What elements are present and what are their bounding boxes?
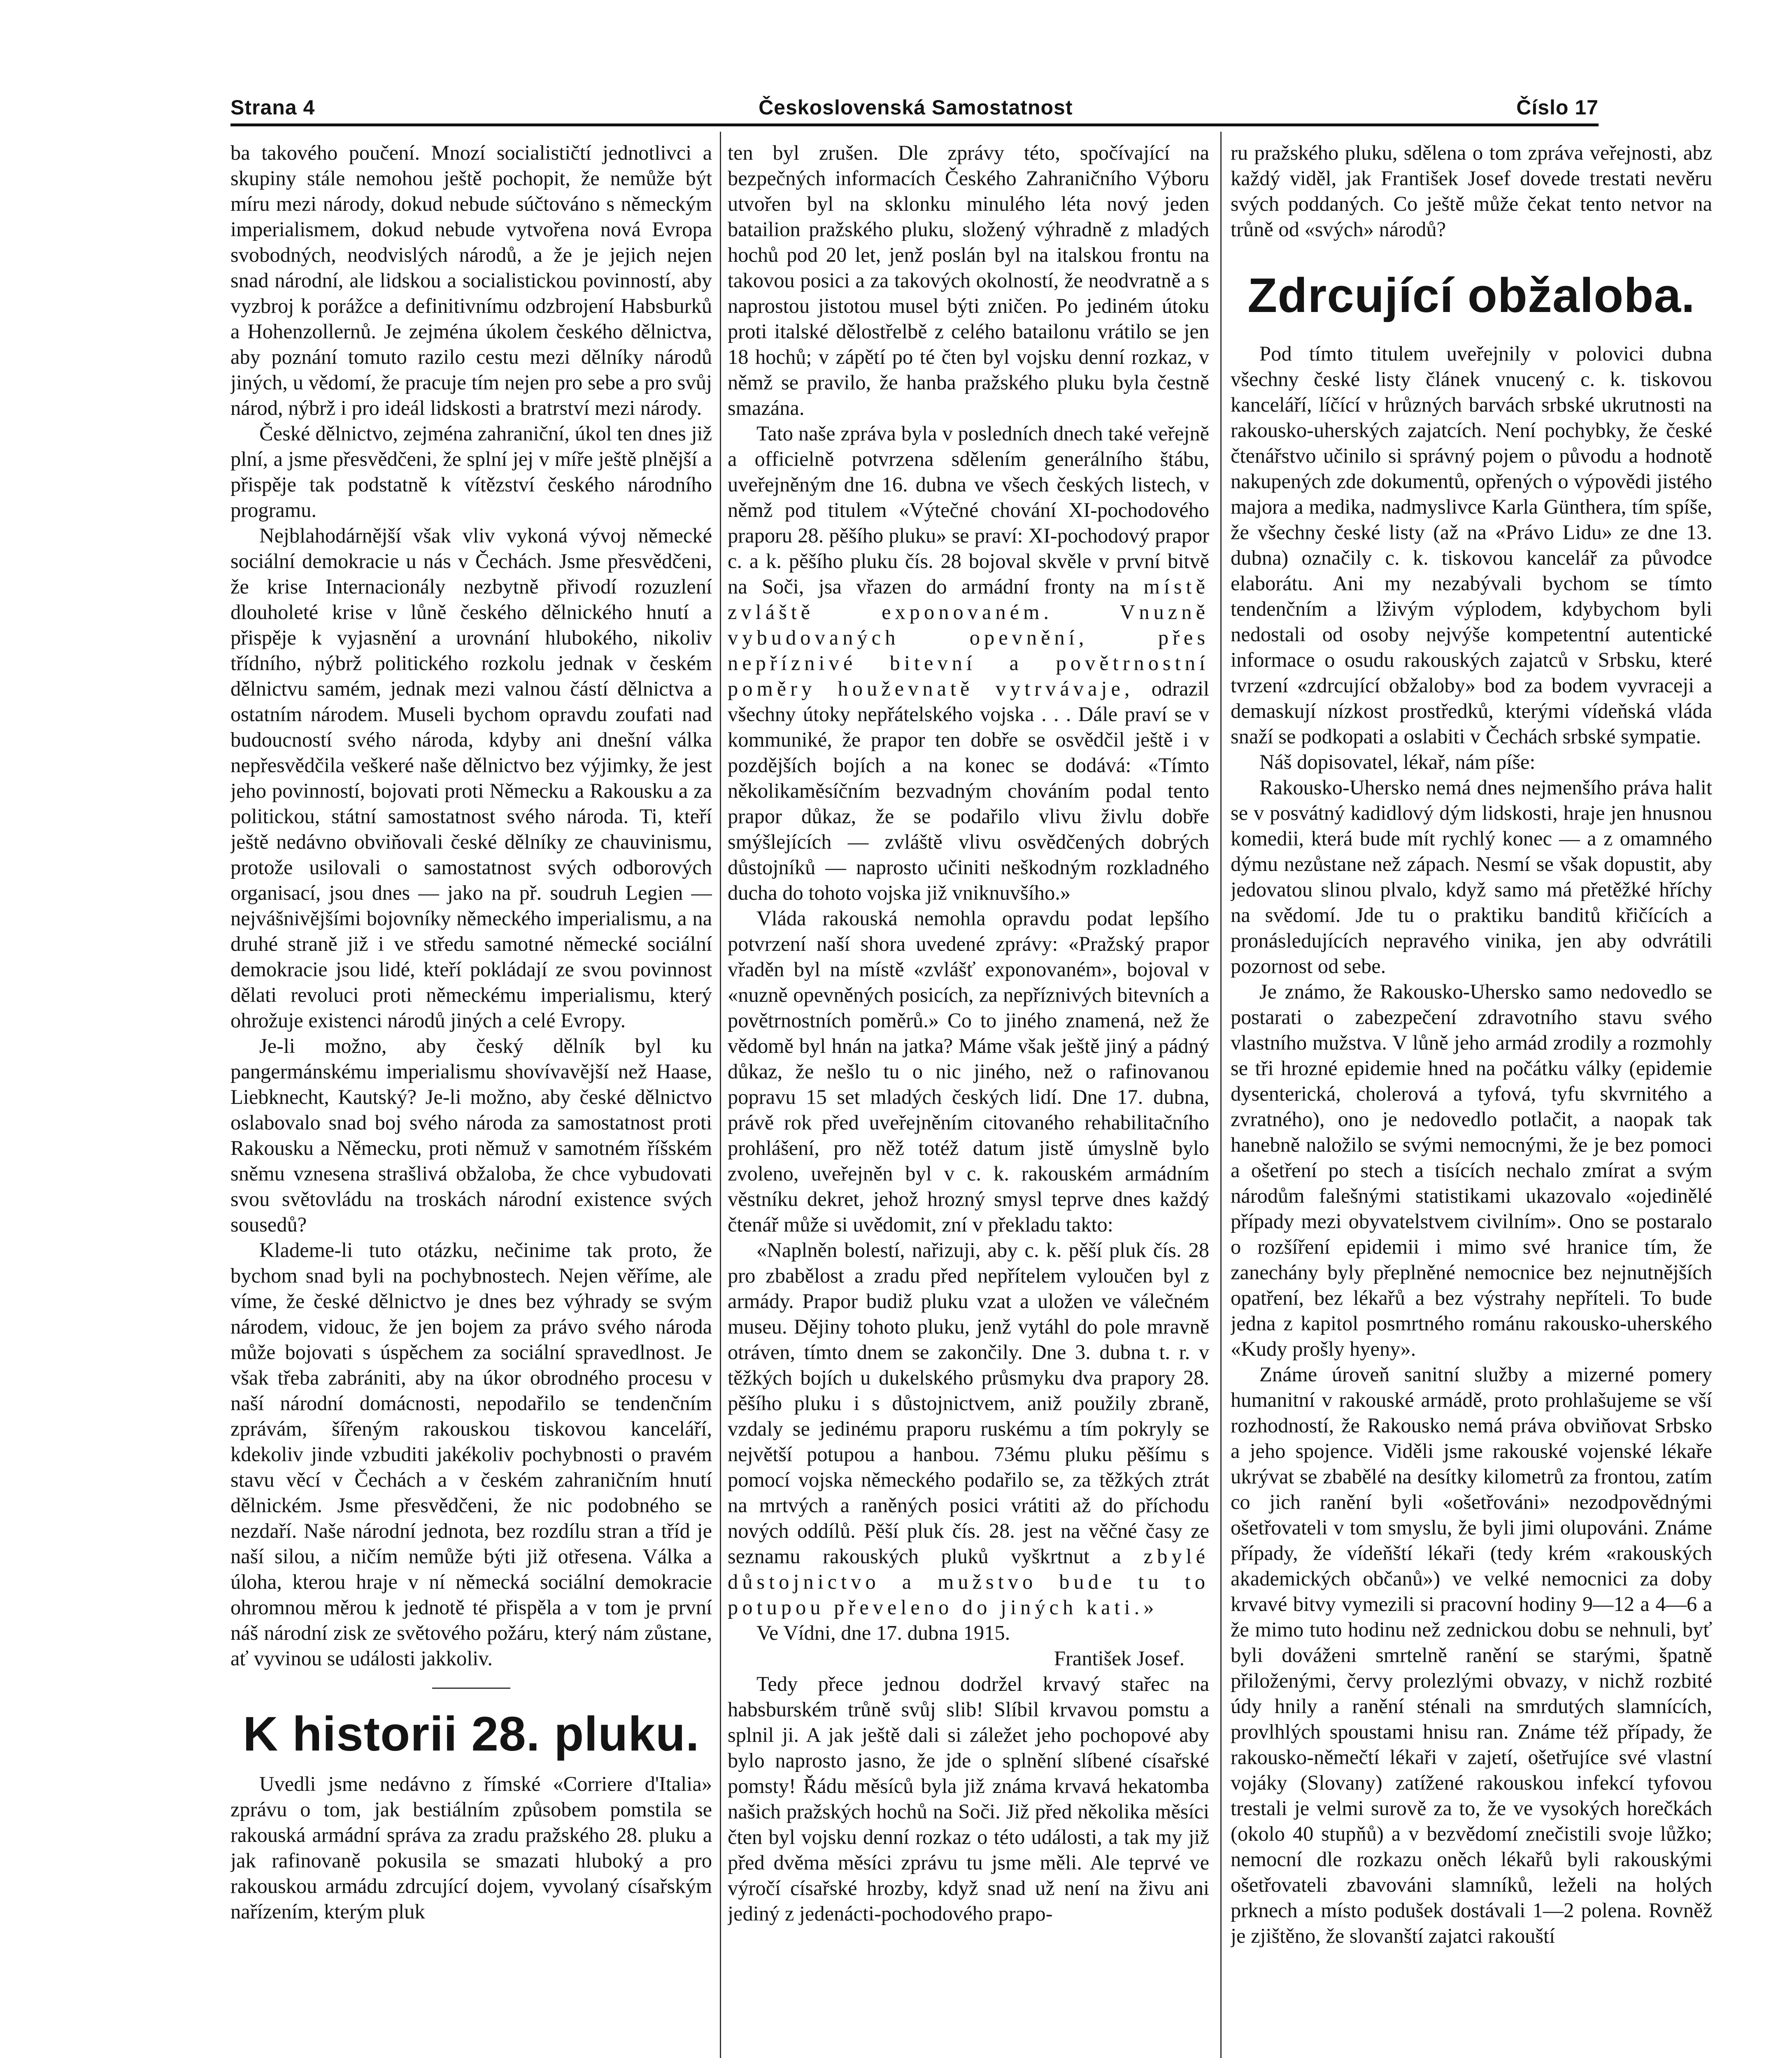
- paragraph: Nejblahodárnější však vliv vykoná vývoj německé sociální demokracie u nás v Čechách. Jsme přesvědčeni, že krise Internacionály nezbytně přivodí rozuzlení dlouholeté krise v lůně českého dělnického hnutí a přispěje k vyjasnění a urovnání hlubokého, nikoliv třídního, nýbrž politického rozkolu jednak v českém dělnictvu samém, jednak mezi valnou částí dělnictva a ostatním národem. Museli bychom opravdu zoufati nad budoucností svého národa, kdyby ani dnešní válka nepřesvědčila veškeré naše dělnictvo bez výjimky, že jest jeho povinností, bojovati proti Německu a Rakousku a za politickou, státní samostatnost svého národa. Ti, kteří ještě nedávno obviňovali české dělníky ze chauvinismu, protože usilovali o samostatnost svých odborových organisací, jsou dnes — jako na př. soudruh Legien — nejvášnivějšími bojovníky německého imperialismu, a na druhé straně již i ve středu samotné německé sociální demokracie jsou lidé, kteří pokládají ze svou povinnost dělati revoluci proti německému imperialismu, který ohrožuje existenci národů jiných a celé Evropy.: [230, 524, 712, 1032]
- paragraph: Uvedli jsme nedávno z římské «Corriere d'Italia» zprávu o tom, jak bestiálním způsobem pomstila se rakouská armádní správa za zradu pražského 28. pluku a jak rafinovaně pokusila se smazati hluboký a pro rakouskou armádu zdrcující dojem, vyvolaný císařským nařízením, kterým pluk: [230, 1772, 712, 1923]
- text-run: odrazil všechny útoky nepřátelského vojska . . . Dále praví se v kommuniké, že prapor ten dobře se osvědčil ještě i v pozdějších bojích a na konec se dodává: «Tímto několikaměsíčním bezvadným chováním podal tento prapor důkaz, že se podařilo vlivu živlu dobře smýšlejících — zvláště vlivu osvědčených dobrých důstojníků — naprosto učiniti neškodným rozkladného ducha do tohoto vojska již vniknuvšího.»: [728, 677, 1209, 904]
- paragraph: Vláda rakouská nemohla opravdu podat lepšího potvrzení naší shora uvedené zprávy: «Pražský prapor vřaděn byl na místě «zvlášť exponovaném», bojoval v «nuzně opevněných posicích, za nepříznivých bitevních a povětrnostních poměrů.» Co to jiného znamená, než že vědomě byl hnán na jatka? Máme však ještě jiný a pádný důkaz, že nešlo tu o nic jiného, než o rafinovanou popravu 15 set mladých českých lidí. Dne 17. dubna, právě rok před uveřejněním citovaného rehabilitačního prohlášení, pro něž totéž datum jistě úmyslně bylo zvoleno, uveřejněn byl v c. k. rakouském armádním věstníku dekret, jehož hrozný smysl teprve dnes každý čtenář může si uvědomit, zní v překladu takto:: [728, 907, 1209, 1236]
- column-divider: [720, 132, 721, 2058]
- text-run: «Naplněn bolestí, nařizuji, aby c. k. pěší pluk čís. 28 pro zbabělost a zradu před nepřítelem vyloučen byl z armády. Prapor budiž pluku vzat a uložen ve válečném museu. Dějiny tohoto pluku, jenž vytáhl do pole mravně otráven, tímto dnem se zakončily. Dne 3. dubna t. r. v těžkých bojích u dukelského průsmyku dva prapory 28. pěšího pluku i s důstojnictvem, aniž použily zbraně, vzdaly se jedinému praporu ruskému a tím pokryly se největší potupou a hanbou. 73ému pluku pěšímu s pomocí vojska německého podařilo se, za těžkých ztrát na mrtvých a raněných posici vrátiti až do příchodu nových oddílů. Pěší pluk čís. 28. jest na věčné časy ze seznamu rakouských pluků vyškrtnut a: [728, 1239, 1209, 1568]
- paragraph: Klademe-li tuto otázku, nečinime tak proto, že bychom snad byli na pochybnostech. Nejen věříme, ale víme, že české dělnictvo je dnes bez výhrady se svým národem, vidouc, že jen bojem za právo svého národa může bojovati s úspěchem za sociální spravedlnost. Je však třeba zabrániti, aby na úkor obrodného procesu v naší národní domácnosti, nepodařilo se tendenčním zprávám, šířeným rakouskou tiskovou kanceláří, kdekoliv jinde vzbuditi jakékoliv pochybnosti o pravém stavu věcí v Čechách a v českém zahraničním hnutí dělnickém. Jsme přesvědčeni, že nic podobného se nezdaří. Naše národní jednota, bez rozdílu stran a tříd je naší silou, a ničím nemůže býti již otřesena. Válka a úloha, kterou hraje v ní německá sociální demokracie ohromnou měrou k jednotě té přispěla a v tom je první náš národní zisk ze světového požáru, který nám zůstane, ať vyvinou se události jakkoliv.: [230, 1239, 712, 1670]
- paragraph: Rakousko-Uhersko nemá dnes nejmenšího práva halit se v posvátný kadidlový dým lidskosti, hraje jen hnusnou komedii, která bude mít rychlý konec — a z omamného dýmu nezůstane než zápach. Nesmí se však dopustit, aby jedovatou slinou plvalo, když samo má přetěžké hříchy na svědomí. Jde tu o praktiku banditů křičících a pronásledujících nepravého vinika, jen aby odvrátili pozornost od sebe.: [1231, 776, 1712, 978]
- paragraph: Pod tímto titulem uveřejnily v polovici dubna všechny české listy článek vnucený c. k. tiskovou kanceláří, líčící v hrůzných barvách srbské ukrutnosti na rakousko-uherských zajatcích. Není pochybky, že české čtenářstvo učinilo si správný pojem o původu a hodnotě nakupených zde dokumentů, opřených o výpovědi jistého majora a medika, nadmyslivce Karla Günthera, tím spíše, že všechny české listy (až na «Právo Lidu» ze dne 13. dubna) označily c. k. tiskovou kancelář za původce elaborátu. Ani my nezabývali bychom se tímto tendenčním a lživým výplodem, kdybychom byli nedostali od osoby nejvýše kompetentní autentické informace o osudu rakouských zajatců v Srbsku, které tvrzení «zdrcující obžaloby» bod za bodem vyvraceji a demaskují nízkost prostředků, kterými vídeňská vláda snaží se podkopati a oslabiti v Čechách srbské sympatie.: [1231, 342, 1712, 748]
- spaced-text: místě zvláště exponovaném. Vnuzně vybudovaných opevnění, přes nepříznivé bitevní a povětrnostní poměry houževnatě vytrvávaje,: [728, 575, 1209, 700]
- paragraph: ten byl zrušen. Dle zprávy této, spočívající na bezpečných informacích Českého Zahraničního Výboru utvořen byl na sklonku minulého léta nový jeden batailion pražského pluku, složený výhradně z mladých hochů pod 20 let, jenž poslán byl na italskou frontu na takovou posici a za takových okolností, že neodvratně a s naprostou jistotou musel býti zničen. Po jediném útoku proti italské dělostřelbě z celého batailonu vrátilo se jen 18 hochů; v zápětí po té čten byl vojsku denní rozkaz, v němž se pravilo, že hanba pražského pluku byla čestně smazána.: [728, 141, 1209, 419]
- paragraph: Známe úroveň sanitní služby a mizerné pomery humanitní v rakouské armádě, proto prohlašujeme se vší rozhodností, že Rakousko nemá práva obviňovat Srbsko a jeho spojence. Viděli jsme rakouské vojenské lékaře ukrývat se zbabělé na desítky kilometrů za frontou, zatím co jich ranění byli «ošetřováni» nezodpovědnými ošetřovateli v tom smyslu, že byli jimi olupováni. Známe případy, že vídeňští lékaři (tedy krém «rakouských akademických občanů») ve velké nemocnici za doby krvavé bitvy vymezili si pracovní hodiny 9—12 a 4—6 a že mimo tuto hodinu než zednickou dobu se nehnuli, byť byli dováženi smrtelně ranění se starými, špatně přiloženými, červy prolezlými obvazy, v nichž rozbité údy hnily a ranění sténali na smrdutých slamnících, provlhlých spoustami hnisu ran. Známe též případy, že rakousko-němečtí lékaři v zajetí, ošetřujíce své vlastní vojáky (Slovany) zatížené rakouskou infekcí tyfovou trestali je velmi surově za to, že ve vysokých horečkách (okolo 40 stupňů) a v bezvědomí znečistili svoje lůžko; nemocní dle rozkazu oněch lékařů byli rakouskými ošetřovateli zbavováni slamníků, leželi na holých prknech a místo podušek dostávali 1—2 polena. Rovněž je zjištěno, že slovanští zajatci rakouští: [1231, 1363, 1712, 1947]
- section-divider: [432, 1688, 510, 1689]
- page-header: [230, 78, 1599, 119]
- column-divider: [1220, 132, 1222, 2058]
- column-2: [728, 140, 1209, 2058]
- paragraph: [728, 421, 1209, 906]
- column-1: [230, 140, 712, 2058]
- column-3: [1231, 140, 1712, 2058]
- paragraph: [728, 1237, 1209, 1620]
- paragraph: Tedy přece jednou dodržel krvavý stařec na habsburském trůně svůj slib! Slíbil krvavou pomstu a splnil ji. A jak ještě dali si záležet jeho pochopové aby bylo naprosto jasno, že jde o splnění slíbené císařské pomsty! Řádu měsíců byla již známa krvavá hekatomba našich pražských hochů na Soči. Již před několika měsíci čten byl vojsku denní rozkaz o této události, a tak my již před dvěma měsíci zprávu tu jsme měli. Ale teprvé ve výročí císařské hrozby, když snad už není na živu ani jediný z jedenácti-pochodového prapo-: [728, 1672, 1209, 1925]
- paragraph: Je známo, že Rakousko-Uhersko samo nedovedlo se postarati o zabezpečení zdravotního stavu svého vlastního mužstva. V lůně jeho armád zrodily a rozmohly se tři hrozné epidemie hned na počátku války (epidemie dysenterická, cholerová a tyfová, tyfu skvrnitého a zvratného), ono je nedovedlo potlačit, a naopak tak hanebně naložilo se svými nemocnými, že je bez pomoci a ošetření po stech a tisících nechalo zmírat a svým národům falešnými statistikami ukazovalo «ojedinělé případy mezi obyvatelstvem civilním». Ono se postaralo o rozšíření epidemii i mimo své hranice tím, že zanechány byly přeplněné nemocnice bez nejnutnějších opatření, bez lékařů a bez výstrahy nepříteli. To bude jedna z kapitol posmrtného románu rakousko-uherského «Kudy prošly hyeny».: [1231, 980, 1712, 1360]
- paragraph: ba takového poučení. Mnozí socialističtí jednotlivci a skupiny stále nemohou ještě pochopit, že nemůže být míru mezi národy, dokud nebude súčtováno s německým imperialismem, dokud nebude vytvořena nová Evropa svobodných, neodvislých národů, a že je jejich nejen snad národní, ale lidskou a socialistickou povinností, aby vyzbroj k porážce a definitivnímu odzbrojení Habsburků a Hohenzollernů. Je zejména úkolem českého dělnictva, aby poznání tomuto razilo cestu mezi dělníky národů jiných, u vědomí, že pracuje tím nejen pro sebe a pro svůj národ, nýbrž i pro ideál lidskosti a bratrství mezi národy.: [230, 141, 712, 419]
- article-heading: Zdrcující obžaloba.: [1247, 268, 1695, 323]
- paragraph: ru pražského pluku, sdělena o tom zpráva veřejnosti, abz každý viděl, jak František Josef dovede trestati nevěru svých poddaných. Co ještě může čekat tento netvor na trůně od «svých» národů?: [1231, 141, 1712, 241]
- page-number: Strana 4: [230, 96, 315, 119]
- decree-date: Ve Vídni, dne 17. dubna 1915.: [756, 1621, 1010, 1644]
- header-rule: [230, 123, 1599, 126]
- newspaper-title: Československá Samostatnost: [759, 96, 1073, 119]
- paragraph: Je-li možno, aby český dělník byl ku pangermánskému imperialismu shovívavější než Haase, Liebknecht, Kautský? Je-li možno, aby české dělnictvo oslabovalo snad boj svého národa za samostatnost proti Rakousku a Německu, proti němuž v samotném říšském sněmu vznesena strašlivá obžaloba, že chce vybudovati svou světovládu na troskách národní existence svých sousedů?: [230, 1034, 712, 1236]
- decree-signature: František Josef.: [1054, 1647, 1185, 1670]
- issue-number: Číslo 17: [1516, 96, 1599, 119]
- spaced-text: zbylé důstojnictvo a mužstvo bude tu to potupou převeleno do jiných kati.»: [728, 1545, 1209, 1619]
- paragraph: České dělnictvo, zejména zahraniční, úkol ten dnes již plní, a jsme přesvědčeni, že splní jej v míře ještě plnější a přispěje tak podstatně k vítězství českého národního programu.: [230, 422, 712, 521]
- article-heading: K historii 28. pluku.: [243, 1707, 700, 1761]
- paragraph: Náš dopisovatel, lékař, nám píše:: [1259, 750, 1536, 773]
- text-run: Tato naše zpráva byla v posledních dnech také veřejně a officielně potvrzena sdělením generálního štábu, uveřejněným dne 16. dubna ve všech českých listech, v němž pod titulem «Výtečné chování XI-pochodového praporu 28. pěšího pluku» se praví: XI-pochodový prapor c. a k. pěšího pluku čís. 28 bojoval skvěle v první bitvě na Soči, jsa vřazen do armádní fronty na: [728, 422, 1209, 598]
